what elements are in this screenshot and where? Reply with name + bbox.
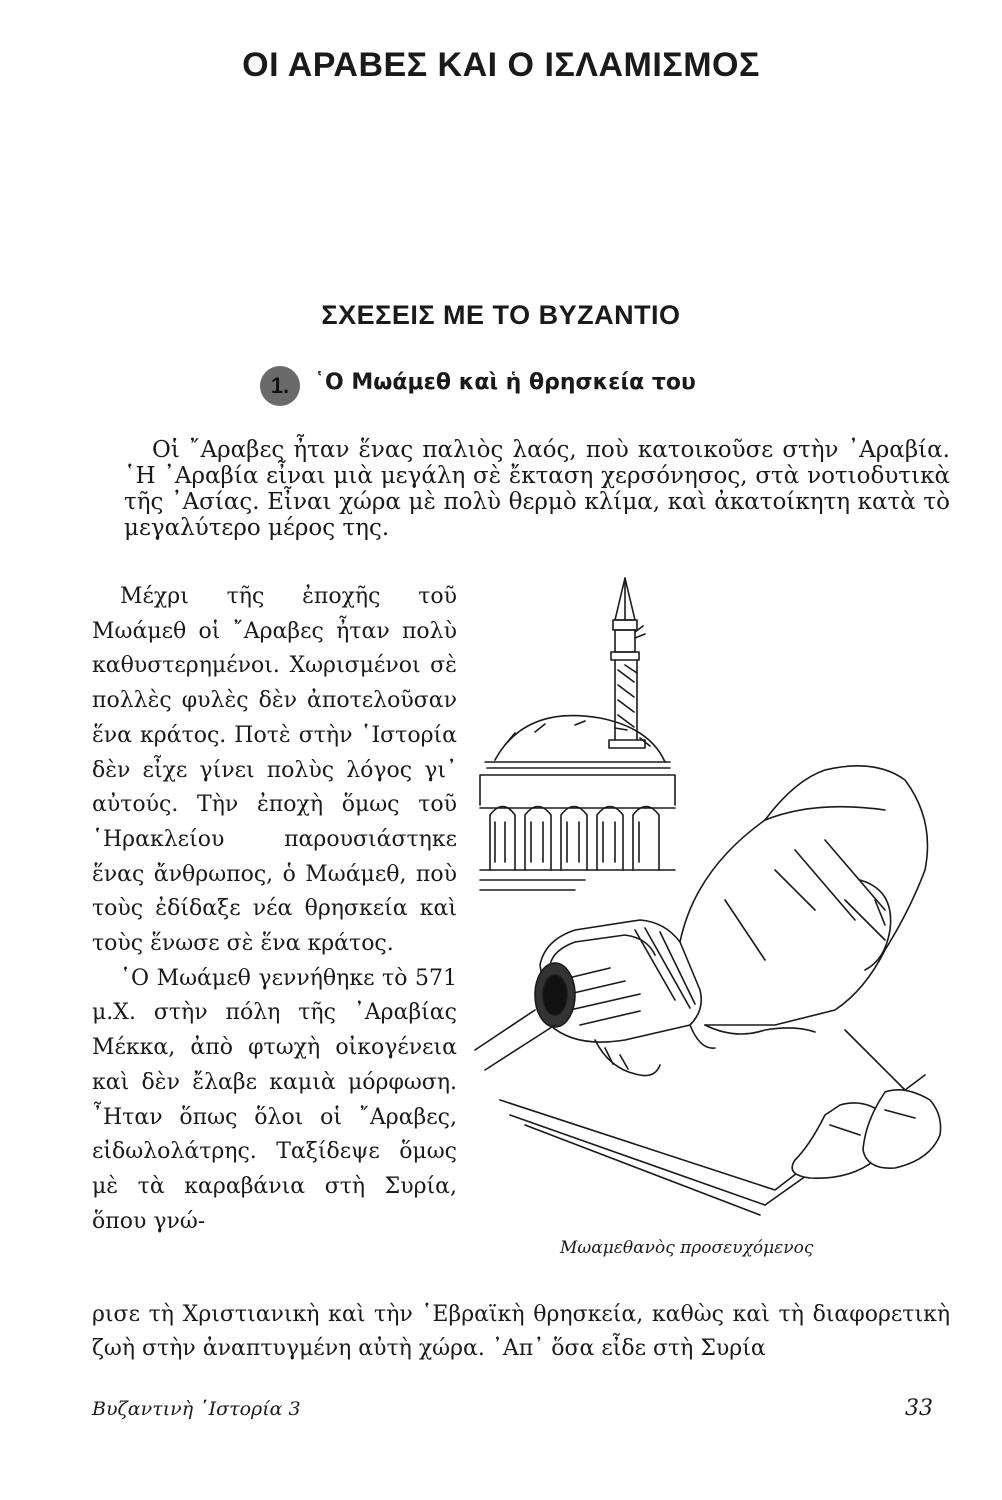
running-footer-book-title: Βυζαντινὴ ῾Ιστορία 3: [92, 1398, 301, 1420]
left-column-text: [92, 580, 457, 1239]
minaret-drawing: [609, 578, 645, 748]
section-number-badge: 1.: [260, 366, 300, 406]
paragraph-continuation: ρισε τὴ Χριστιανικὴ καὶ τὴν ῾Εβραϊκὴ θρησκεία, καθὼς καὶ τὴ διαφορετικὴ ζωὴ στὴν ἀναπτυγμένη αὐτὴ χώρα. ᾿Απ᾿ ὅσα εἶδε στὴ Συρία: [92, 1302, 950, 1361]
page-number: 33: [905, 1396, 933, 1421]
bottom-text-block: [92, 1298, 950, 1366]
paragraph-muhammad-birth: ῾Ο Μωάμεθ γεννήθηκε τὸ 571 μ.Χ. στὴν πόλη τῆς ᾿Αραβίας Μέκκα, ἀπὸ φτωχὴ οἰκογένεια καὶ δὲν ἔλαβε καμιὰ μόρφωση. ῏Ηταν ὅπως ὅλοι οἱ ῎Αραβες, εἰδωλολάτρης. Ταξίδεψε ὅμως μὲ τὰ καραβάνια στὴ Συρία, ὅπου γνώ-: [92, 965, 457, 1234]
slippers: [792, 1090, 940, 1178]
paragraph-arabs-before-muhammad: Μέχρι τῆς ἐποχῆς τοῦ Μωάμεθ οἱ ῎Αραβες ἦταν πολὺ καθυστερημένοι. Χωρισμένοι σὲ πολλὲς φυλὲς δὲν ἀποτελοῦσαν ἕνα κράτος. Ποτὲ στὴν ῾Ιστορία δὲν εἶχε γίνει πολὺς λόγος γι᾿ αὐτούς. Τὴν ἐποχὴ ὅμως τοῦ ῾Ηρακλείου παρουσιάστηκε ἕνας ἄνθρωπος, ὁ Μωάμεθ, ποὺ τοὺς ἐδίδαξε νέα θρησκεία καὶ τοὺς ἕνωσε σὲ ἕνα κράτος.: [92, 584, 457, 957]
figure-caption: Μωαμεθανὸς προσευχόμενος: [560, 1238, 814, 1258]
subsection-heading: [258, 364, 818, 410]
section-title: ΣΧΕΣΕΙΣ ΜΕ ΤΟ ΒΥΖΑΝΤΙΟ: [321, 300, 681, 330]
chapter-title: ΟΙ ΑΡΑΒΕΣ ΚΑΙ Ο ΙΣΛΑΜΙΣΜΟΣ: [242, 46, 760, 84]
subsection-title: ῾Ο Μωάμεθ καὶ ἡ θρησκεία του: [314, 370, 696, 395]
dome-drawing: [485, 716, 670, 768]
paragraph-intro: Οἱ ῎Αραβες ἦταν ἕνας παλιὸς λαός, ποὺ κατοικοῦσε στὴν ᾿Αραβία. ῾Η ᾿Αραβία εἶναι μιὰ μεγάλη σὲ ἔκταση χερσόνησος, στὰ νοτιοδυτικὰ τῆς ᾿Ασίας. Εἶναι χώρα μὲ πολὺ θερμὸ κλίμα, καὶ ἀκατοίκητη κατὰ τὸ μεγαλύτερο μέρος της.: [124, 437, 950, 541]
intro-paragraph-block: [124, 437, 950, 541]
praying-figure: [535, 766, 928, 1076]
praying-man-illustration: [465, 570, 945, 1235]
arcade-drawing: [480, 775, 675, 890]
